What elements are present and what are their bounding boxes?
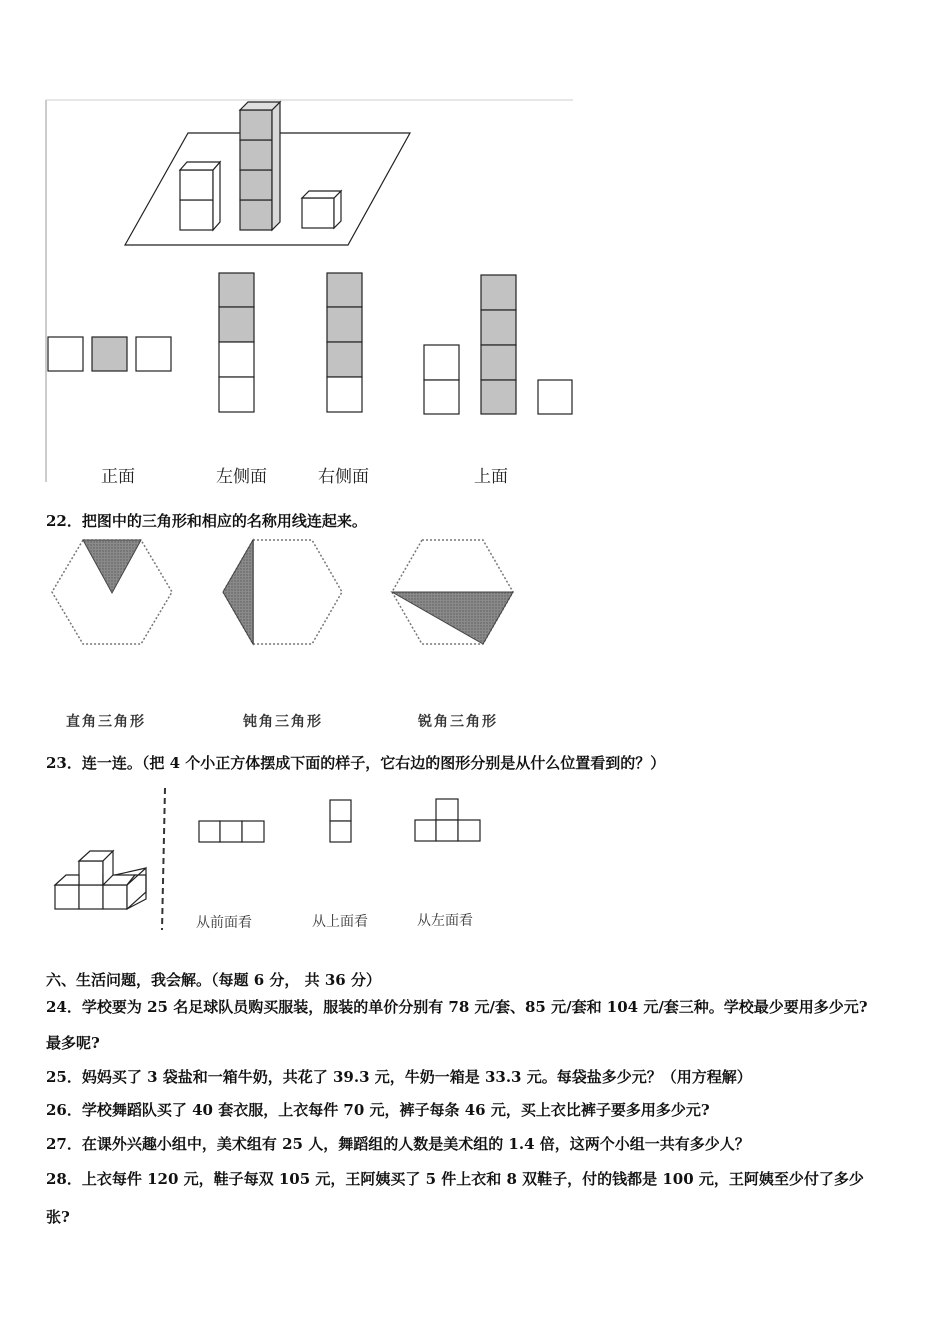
label-front: 正面 [101, 467, 135, 487]
q23-figure [0, 780, 950, 940]
label-top: 上面 [474, 467, 508, 487]
name-obtuse-triangle: 钝角三角形 [243, 714, 323, 730]
left-cube-stack [180, 162, 220, 230]
question-22: 22．把图中的三角形和相应的名称用线连起来。 [46, 512, 367, 530]
question-26: 26．学校舞蹈队买了 40 套衣服，上衣每件 70 元，裤子每条 46 元，买上衣比裤子要多用多少元? [46, 1101, 710, 1119]
label-left-side: 左侧面 [216, 467, 267, 487]
view-from-front [199, 821, 264, 842]
view-right-side [327, 273, 362, 412]
view-from-left [415, 799, 480, 841]
question-23: 23．连一连。（把 4 个小正方体摆成下面的样子，它右边的图形分别是从什么位置看到的？） [46, 754, 666, 772]
hexagon-2 [223, 540, 342, 644]
question-28-line1: 28．上衣每件 120 元，鞋子每双 105 元，王阿姨买了 5 件上衣和 8 双鞋子，付的钱都是 100 元，王阿姨至少付了多少 [46, 1170, 864, 1188]
q22-hexagons [0, 535, 950, 665]
question-27: 27．在课外兴趣小组中，美术组有 25 人，舞蹈组的人数是美术组的 1.4 倍，这两个小组一共有多少人？ [46, 1135, 750, 1153]
question-28-line2: 张? [46, 1208, 70, 1226]
hexagon-1 [52, 540, 172, 644]
label-right-side: 右侧面 [318, 467, 369, 487]
question-25: 25．妈妈买了 3 袋盐和一箱牛奶，共花了 39.3 元，牛奶一箱是 33.3 元。每袋盐多少元？（用方程解） [46, 1068, 752, 1086]
triangle-2 [223, 540, 253, 644]
name-right-triangle: 直角三角形 [66, 714, 146, 730]
question-24-line1: 24．学校要为 25 名足球队员购买服装，服装的单价分别有 78 元/套、85 元/套和 104 元/套三种。学校最少要用多少元? [46, 998, 868, 1016]
label-from-top: 从上面看 [312, 914, 368, 930]
section-6-title: 六、生活问题，我会解。（每题 6 分， 共 36 分） [46, 971, 381, 989]
right-cube [302, 191, 341, 228]
hexagon-3 [392, 540, 513, 644]
view-top [424, 275, 572, 414]
label-from-front: 从前面看 [196, 915, 252, 931]
view-from-top [330, 800, 351, 842]
view-front [48, 337, 171, 371]
dashed-divider [162, 788, 165, 930]
view-left-side [219, 273, 254, 412]
q21-scene [0, 0, 950, 500]
middle-cube-stack [240, 102, 280, 230]
question-24-line2: 最多呢? [46, 1034, 100, 1052]
name-acute-triangle: 锐角三角形 [418, 714, 498, 730]
triangle-1 [83, 540, 141, 593]
triangle-3 [392, 592, 513, 644]
label-from-left: 从左面看 [417, 913, 473, 929]
